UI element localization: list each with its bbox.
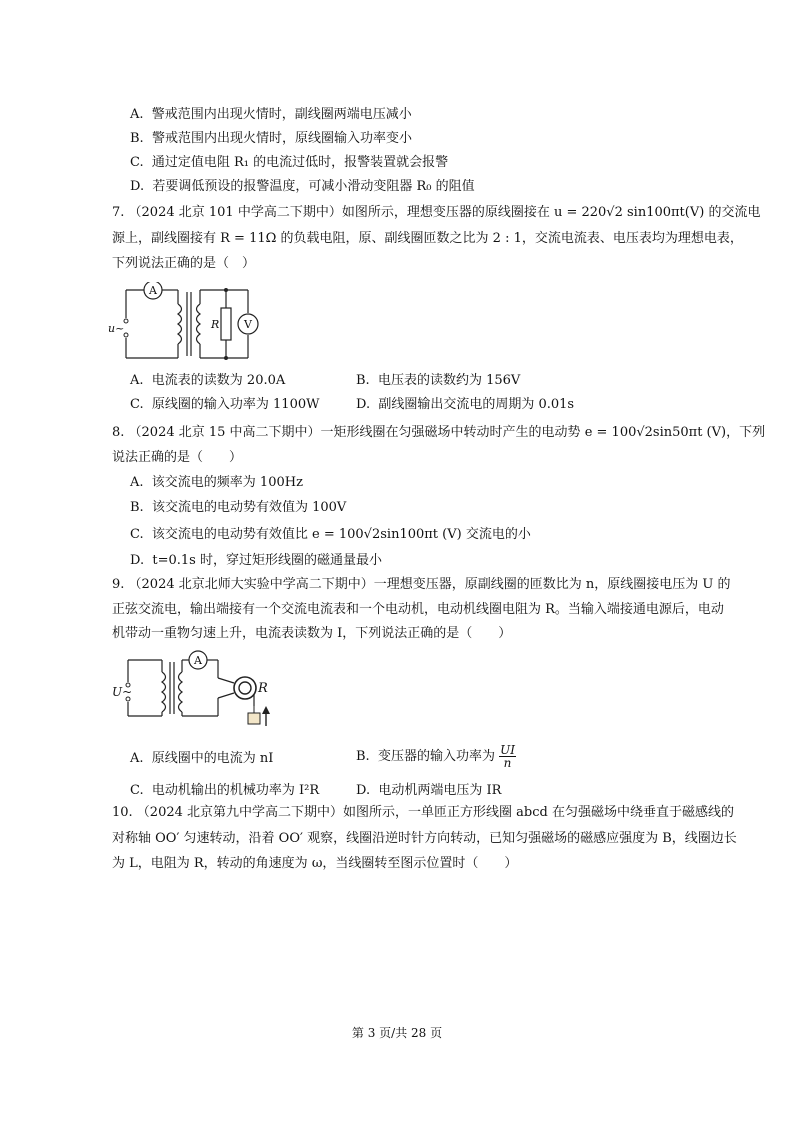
q9-option-d: D. 电动机两端电压为 IR — [356, 783, 502, 798]
q10-stem-line-2: 对称轴 OO′ 匀速转动，沿着 OO′ 观察，线圈沿逆时针方向转动，已知匀强磁场的磁感应强度为 B，线圈边长 — [112, 831, 737, 846]
resistor-icon — [221, 308, 231, 340]
q7-source-label: u~ — [108, 322, 125, 335]
q7-option-a: A. 电流表的读数为 20.0A — [130, 373, 286, 388]
q10-stem-line-1: 10. （2024 北京第九中学高二下期中）如图所示，一单匝正方形线圈 abcd 在匀强磁场中绕垂直于磁感线的 — [112, 805, 734, 820]
q9-stem-line-2: 正弦交流电，输出端接有一个交流电流表和一个电动机，电动机线圈电阻为 R。当输入端接通电源后，电动 — [112, 602, 724, 617]
q7-circuit-diagram — [108, 282, 268, 366]
q7-option-d: D. 副线圈输出交流电的周期为 0.01s — [356, 397, 575, 412]
weight-icon — [248, 713, 260, 724]
q6-option-a: A. 警戒范围内出现火情时，副线圈两端电压减小 — [130, 107, 412, 122]
q9-ammeter-label: A — [194, 654, 202, 667]
q6-option-c: C. 通过定值电阻 R₁ 的电流过低时，报警装置就会报警 — [130, 155, 449, 170]
q7-resistor-label: R — [211, 318, 220, 331]
q9-circuit-diagram — [110, 650, 280, 732]
q9-source-label: U~ — [112, 685, 133, 699]
q9-resistor-label: R — [258, 681, 268, 696]
q8-option-c: C. 该交流电的电动势有效值比 e = 100√2sin100πt (V) 交流电的小 — [130, 527, 531, 542]
q7-option-c: C. 原线圈的输入功率为 1100W — [130, 397, 320, 412]
q10-stem-line-3: 为 L，电阻为 R，转动的角速度为 ω，当线圈转至图示位置时（ ） — [112, 856, 518, 871]
q7-stem-line-2: 源上，副线圈接有 R = 11Ω 的负载电阻，原、副线圈匝数之比为 2 : 1，交流电流表、电压表均为理想电表， — [112, 231, 743, 246]
q8-stem-line-2: 说法正确的是（ ） — [112, 450, 243, 465]
q6-option-d: D. 若要调低预设的报警温度，可减小滑动变阻器 R₀ 的阻值 — [130, 179, 475, 194]
q6-option-b: B. 警戒范围内出现火情时，原线圈输入功率变小 — [130, 131, 412, 146]
q9-option-c: C. 电动机输出的机械功率为 I²R — [130, 783, 320, 798]
q8-option-a: A. 该交流电的频率为 100Hz — [130, 475, 303, 490]
q9-stem-line-1: 9. （2024 北京北师大实验中学高二下期中）一理想变压器，原副线圈的匝数比为 n，原线圈接电压为 U 的 — [112, 577, 731, 592]
q8-stem-line-1: 8. （2024 北京 15 中高二下期中）一矩形线圈在匀强磁场中转动时产生的电动势 e = 100√2sin50πt (V)，下列 — [112, 425, 766, 440]
page-footer: 第 3 页/共 28 页 — [351, 1026, 443, 1040]
q7-stem-line-1: 7. （2024 北京 101 中学高二下期中）如图所示，理想变压器的原线圈接在 u = 220√2 sin100πt(V) 的交流电 — [112, 205, 761, 220]
fraction: $\frac{UI}{n}$ — [500, 743, 515, 770]
q9-stem-line-3: 机带动一重物匀速上升，电流表读数为 I，下列说法正确的是（ ） — [112, 626, 512, 641]
q8-option-d: D. t=0.1s 时，穿过矩形线圈的磁通量最小 — [130, 553, 382, 568]
q8-option-b: B. 该交流电的电动势有效值为 100V — [130, 500, 347, 515]
q9-option-b: B. 变压器的输入功率为 $\frac{UI}{n}$ — [356, 743, 515, 770]
q7-voltmeter-label: V — [244, 318, 252, 331]
q7-option-b: B. 电压表的读数约为 156V — [356, 373, 521, 388]
q9-option-a: A. 原线圈中的电流为 nI — [130, 751, 274, 766]
q7-ammeter-label: A — [149, 284, 157, 297]
q7-stem-line-3: 下列说法正确的是（ ） — [112, 256, 256, 271]
